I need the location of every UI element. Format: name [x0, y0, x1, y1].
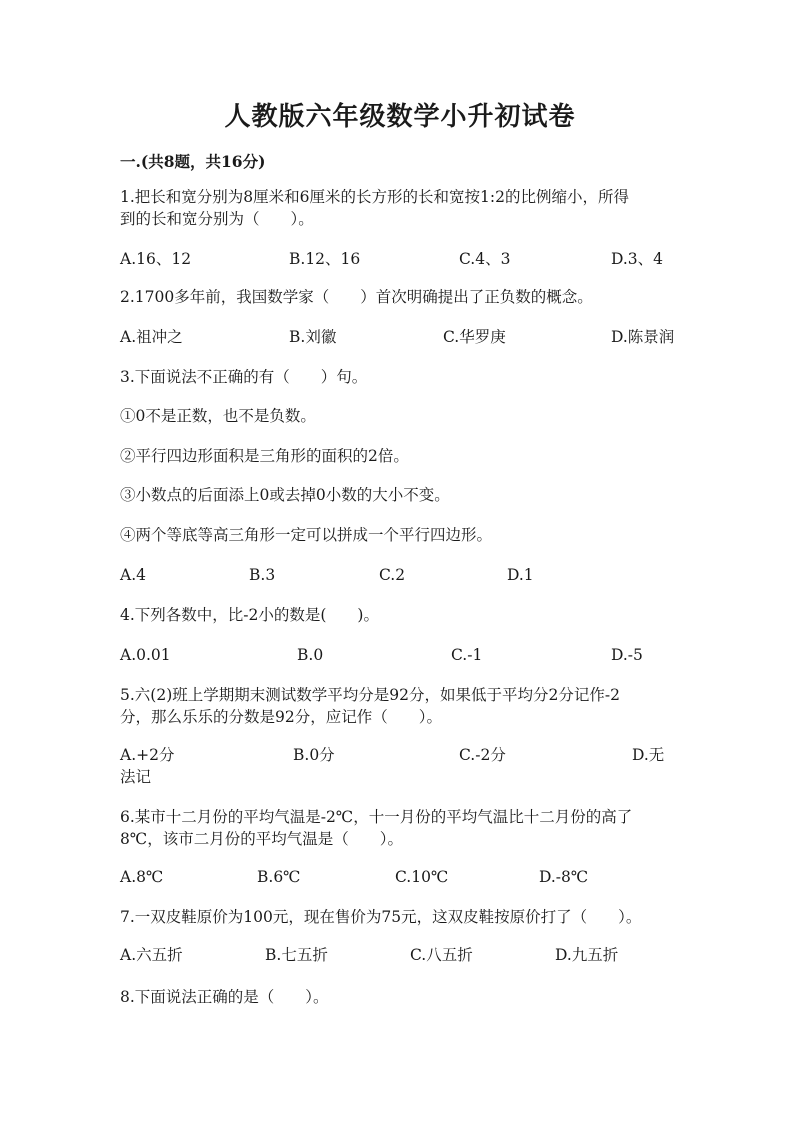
statement-4: ④两个等底等高三角形一定可以拼成一个平行四边形。	[120, 526, 493, 544]
option-c: C.2	[379, 566, 406, 584]
question-text: 8℃，该市二月份的平均气温是（ ）。	[120, 830, 403, 848]
option-c: C.-2分	[459, 746, 506, 764]
option-d: D.-8℃	[539, 868, 589, 886]
option-b: B.0分	[293, 746, 335, 764]
option-b: B.七五折	[265, 946, 328, 964]
statement-2: ②平行四边形面积是三角形的面积的2倍。	[120, 447, 409, 465]
option-d-continued: 法记	[120, 768, 152, 786]
question-text: 2.1700多年前，我国数学家（ ）首次明确提出了正负数的概念。	[120, 288, 593, 306]
option-c: C.华罗庚	[443, 328, 506, 346]
option-a: A.+2分	[120, 746, 175, 764]
option-c: C.-1	[451, 646, 483, 664]
question-text: 3.下面说法不正确的有（ ）句。	[120, 368, 368, 386]
option-d: D.-5	[611, 646, 643, 664]
option-b: B.12、16	[289, 250, 361, 268]
question-text: 8.下面说法正确的是（ ）。	[120, 988, 329, 1006]
option-d: D.3、4	[611, 250, 664, 268]
statement-1: ①0不是正数，也不是负数。	[120, 407, 316, 425]
question-text: 到的长和宽分别为（ ）。	[120, 210, 314, 228]
question-text: 7.一双皮鞋原价为100元，现在售价为75元，这双皮鞋按原价打了（ ）。	[120, 908, 642, 926]
page-title: 人教版六年级数学小升初试卷	[224, 102, 576, 132]
option-d: D.陈景润	[611, 328, 675, 346]
question-text: 4.下列各数中，比-2小的数是( )。	[120, 606, 379, 624]
option-d: D.无	[632, 746, 665, 764]
question-text: 6.某市十二月份的平均气温是-2℃，十一月份的平均气温比十二月份的高了	[120, 808, 633, 826]
question-text: 分，那么乐乐的分数是92分，应记作（ ）。	[120, 708, 442, 726]
section-heading: 一.(共8题，共16分)	[120, 152, 266, 171]
option-a: A.0.01	[120, 646, 171, 664]
option-b: B.3	[249, 566, 276, 584]
question-text: 5.六(2)班上学期期末测试数学平均分是92分，如果低于平均分2分记作-2	[120, 686, 620, 704]
option-a: A.六五折	[120, 946, 183, 964]
option-a: A.8℃	[120, 868, 164, 886]
option-a: A.4	[120, 566, 146, 584]
option-d: D.1	[507, 566, 534, 584]
question-text: 1.把长和宽分别为8厘米和6厘米的长方形的长和宽按1:2的比例缩小，所得	[120, 188, 629, 206]
option-c: C.4、3	[459, 250, 511, 268]
option-b: B.6℃	[257, 868, 301, 886]
option-c: C.八五折	[410, 946, 473, 964]
option-a: A.祖冲之	[120, 328, 183, 346]
statement-3: ③小数点的后面添上0或去掉0小数的大小不变。	[120, 486, 450, 504]
option-b: B.刘徽	[289, 328, 337, 346]
option-c: C.10℃	[395, 868, 449, 886]
option-a: A.16、12	[120, 250, 192, 268]
option-d: D.九五折	[555, 946, 619, 964]
option-b: B.0	[297, 646, 324, 664]
